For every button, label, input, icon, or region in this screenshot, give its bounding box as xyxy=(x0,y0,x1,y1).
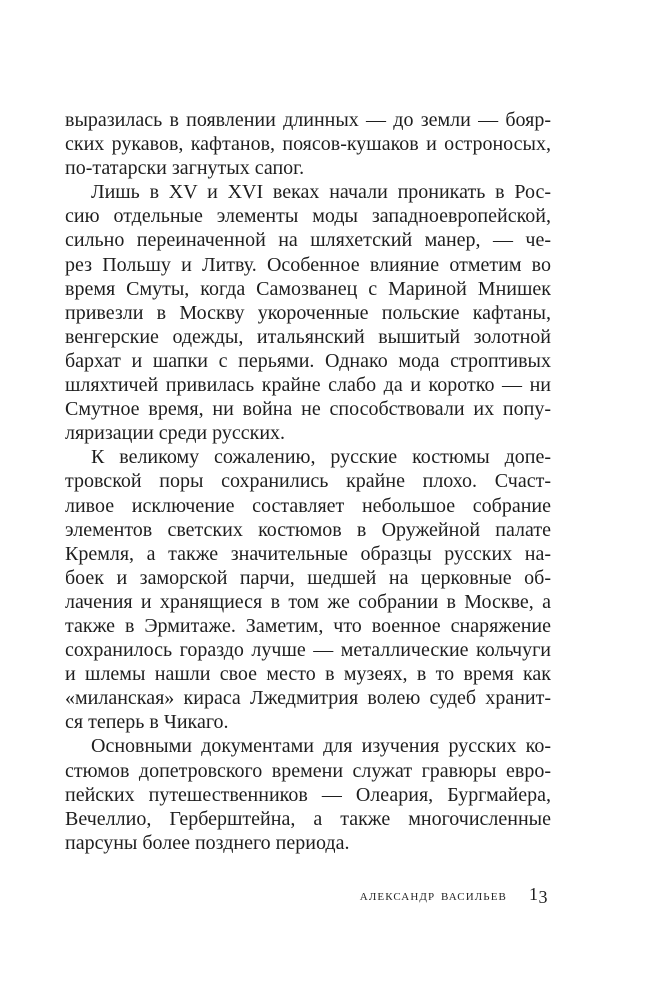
text-line: ливое исключение составляет небольшое собрание xyxy=(65,494,551,517)
text-line: Вечеллио, Герберштейна, а также многочисленные xyxy=(65,807,551,830)
page-number-digit: 3 xyxy=(538,886,548,907)
text-line: привезли в Москву укороченные польские кафтаны, xyxy=(65,301,551,324)
text-line: ся теперь в Чикаго. xyxy=(65,711,229,734)
text-line: и шлемы нашли свое место в музеях, в то время как xyxy=(65,663,551,686)
text-line: сильно переиначенной на шляхетский манер, — че- xyxy=(65,229,551,252)
text-line: К великому сожалению, русские костюмы допе- xyxy=(91,446,551,469)
text-line: бархат и шапки с перьями. Однако мода строптивых xyxy=(65,349,551,372)
text-line: сохранилось гораздо лучше — металлические кольчуги xyxy=(65,639,551,662)
text-line: Лишь в XV и XVI веках начали проникать в Рос- xyxy=(91,181,551,204)
text-line: Кремля, а также значительные образцы русских на- xyxy=(65,542,551,565)
paragraph xyxy=(65,445,551,734)
text-line: стюмов допетровского времени служат гравюры евро- xyxy=(65,759,551,782)
text-line: венгерские одежды, итальянский вышитый золотной xyxy=(65,325,551,348)
paragraph xyxy=(65,734,551,854)
paragraph xyxy=(65,108,551,180)
paragraph xyxy=(65,180,551,445)
text-block xyxy=(65,108,551,855)
text-line: рез Польшу и Литву. Особенное влияние отметим во xyxy=(65,253,551,276)
text-line: также в Эрмитаже. Заметим, что военное снаряжение xyxy=(65,614,551,637)
page-footer xyxy=(65,884,548,905)
text-line: тровской поры сохранились крайне плохо. Счаст- xyxy=(65,470,551,493)
text-line: выразилась в появлении длинных — до земли — бояр- xyxy=(65,109,551,131)
footer-page-number xyxy=(529,884,548,905)
text-line: время Смуты, когда Самозванец с Мариной Мнишек xyxy=(65,277,551,300)
text-line: боек и заморской парчи, шедшей на церковные об- xyxy=(65,566,551,589)
page-number-digit: 1 xyxy=(529,884,539,904)
text-line: ляризации среди русских. xyxy=(65,422,286,445)
text-line: лачения и хранящиеся в том же собрании в Москве, а xyxy=(65,590,551,613)
text-line: Основными документами для изучения русских ко- xyxy=(91,735,551,758)
text-line: парсуны более позднего периода. xyxy=(65,831,350,854)
text-line: по-татарски загнутых сапог. xyxy=(65,157,305,180)
text-line: элементов светских костюмов в Оружейной палате xyxy=(65,518,551,541)
text-line: пейских путешественников — Олеария, Бургмайера, xyxy=(65,783,551,806)
text-line: ских рукавов, кафтанов, поясов-кушаков и остроносых, xyxy=(65,133,551,156)
text-line: шляхтичей привилась крайне слабо да и коротко — ни xyxy=(65,374,551,397)
text-line: Смутное время, ни война не способствовали их попу- xyxy=(65,398,551,421)
text-line: сию отдельные элементы моды западноевропейской, xyxy=(65,205,551,228)
footer-author: АЛЕКСАНДР ВАСИЛЬЕВ xyxy=(359,891,507,903)
text-line: «миланская» кираса Лжедмитрия волею судеб хранит- xyxy=(65,687,551,710)
